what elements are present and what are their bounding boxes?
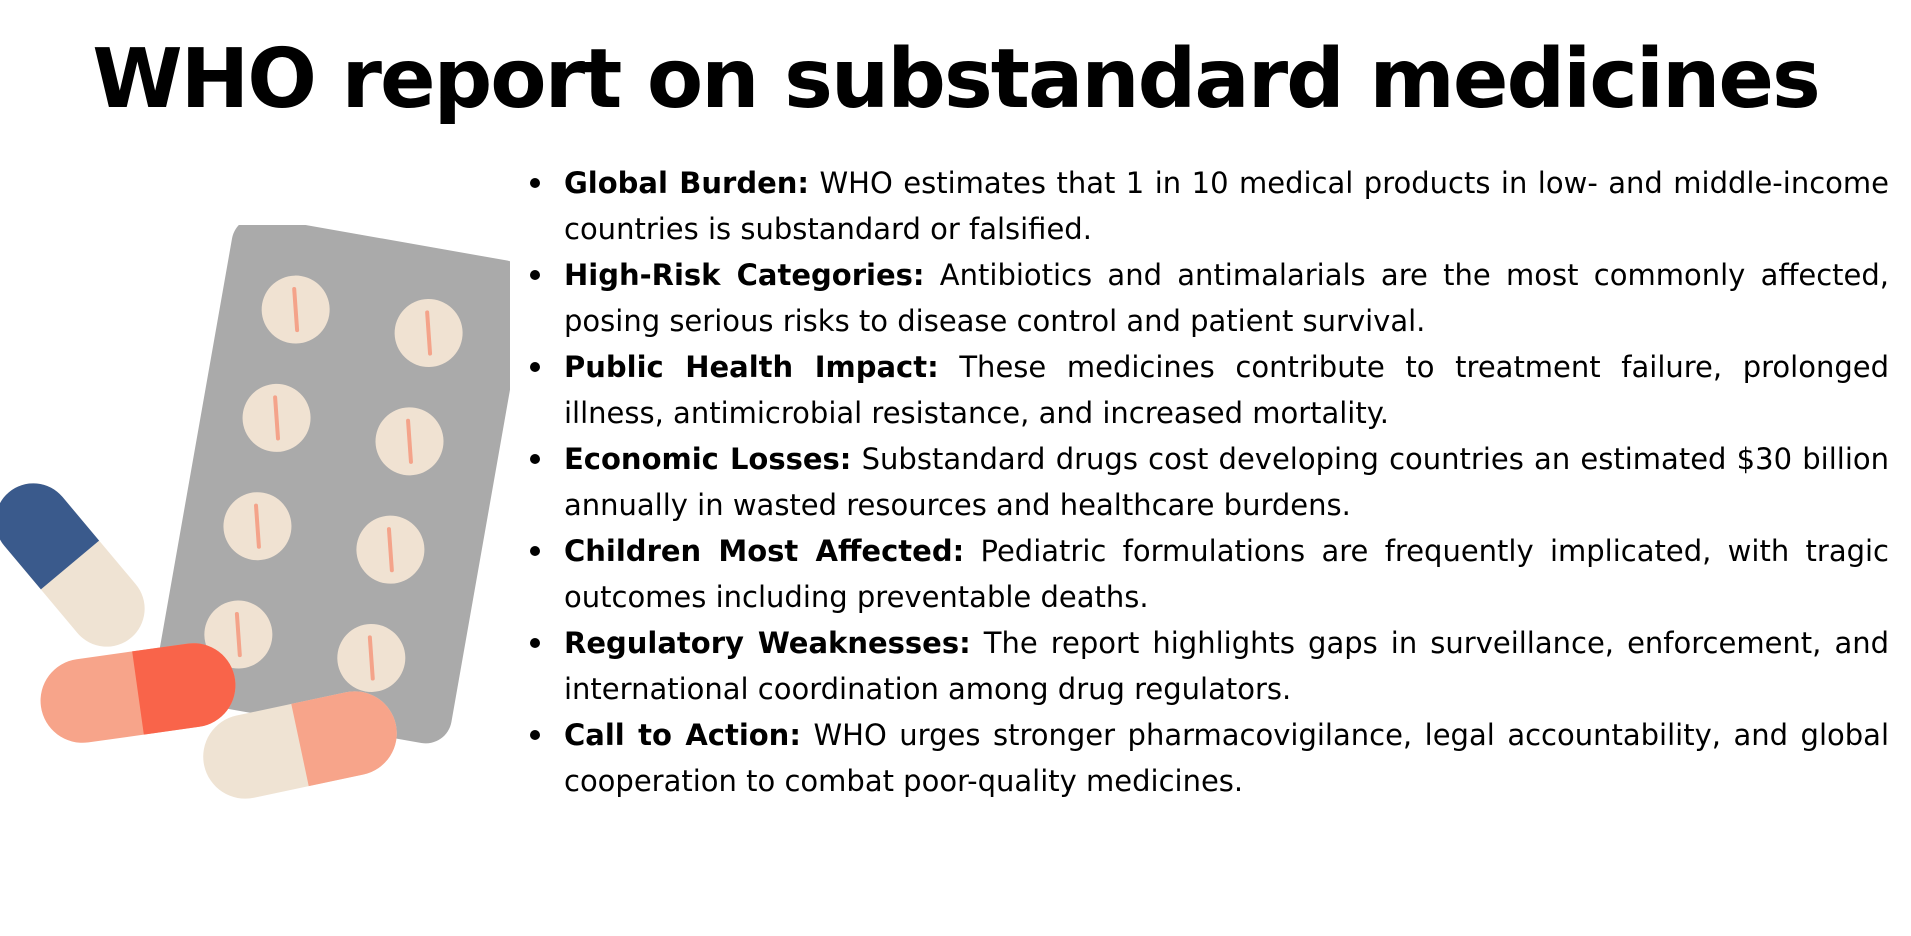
bullet-text: Substandard drugs cost developing countries an estimated $30 billion annually in wasted resources and healthcare burdens. xyxy=(564,442,1890,522)
bullet-text: These medicines contribute to treatment failure, prolonged illness, antimicrobial resistance, and increased mortality. xyxy=(564,350,1890,430)
page-title: WHO report on substandard medicines xyxy=(92,32,1819,127)
bullet-label: Global Burden: xyxy=(564,166,810,200)
pills-illustration xyxy=(0,225,510,815)
list-item xyxy=(564,436,1889,528)
bullet-text: The report highlights gaps in surveillance, enforcement, and international coordination among drug regulators. xyxy=(564,626,1890,706)
list-item xyxy=(564,712,1889,804)
bullet-text: Antibiotics and antimalarials are the most commonly affected, posing serious risks to disease control and patient survival. xyxy=(564,258,1890,338)
bullet-label: Regulatory Weaknesses: xyxy=(564,626,971,660)
list-item xyxy=(564,252,1889,344)
bullet-label: High-Risk Categories: xyxy=(564,258,925,292)
bullet-label: Call to Action: xyxy=(564,718,801,752)
bullet-text: Pediatric formulations are frequently implicated, with tragic outcomes including preventable deaths. xyxy=(564,534,1889,614)
capsule-icon xyxy=(0,468,160,662)
list-item xyxy=(564,160,1889,252)
bullet-list xyxy=(530,160,1889,804)
capsule-icon xyxy=(35,638,241,748)
bullet-text: WHO estimates that 1 in 10 medical products in low- and middle-income countries is substandard or falsified. xyxy=(564,166,1889,246)
bullet-label: Public Health Impact: xyxy=(564,350,939,384)
list-item xyxy=(564,620,1889,712)
list-item xyxy=(564,528,1889,620)
bullet-text: WHO urges stronger pharmacovigilance, legal accountability, and global cooperation to combat poor-quality medicines. xyxy=(564,718,1889,798)
bullet-label: Children Most Affected: xyxy=(564,534,965,568)
bullet-label: Economic Losses: xyxy=(564,442,852,476)
list-item xyxy=(564,344,1889,436)
